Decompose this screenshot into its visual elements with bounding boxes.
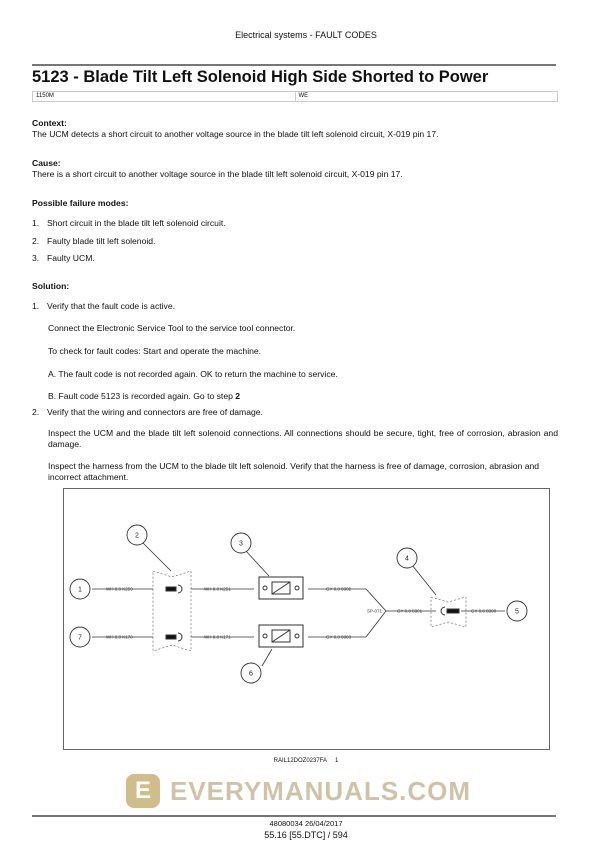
wires <box>92 586 505 637</box>
figure-id: RAIL12DOZ0237FA <box>273 758 328 764</box>
step-number: 1. <box>32 301 40 311</box>
callout-6: 6 <box>249 670 253 678</box>
item-text: Faulty UCM. <box>47 253 95 263</box>
wiring-diagram <box>63 488 550 750</box>
failure-item <box>32 218 558 229</box>
cause-text: There is a short circuit to another voltage source in the blade tilt left solenoid circuit, X-019 pin 17. <box>32 169 403 179</box>
item-text: Short circuit in the blade tilt left solenoid circuit. <box>47 218 226 228</box>
outcome-a: A. The fault code is not recorded again. OK to return the machine to service. <box>48 369 338 379</box>
instruction: Inspect the UCM and the blade tilt left solenoid connections. All connections should be secure, tight, free of corrosion, abrasion and damage. <box>48 428 558 449</box>
item-text: Faulty blade tilt left solenoid. <box>47 236 156 246</box>
solenoid-3 <box>259 577 303 599</box>
callouts <box>70 525 527 683</box>
connector-2 <box>153 571 191 651</box>
instruction: Connect the Electronic Service Tool to the service tool connector. <box>48 323 296 333</box>
wire-label: GY 0.8 8300 <box>471 608 497 614</box>
failure-item <box>32 253 558 264</box>
wire-label: GY 0.8 8303 <box>326 634 352 640</box>
splice-label: SP-071 <box>367 608 383 614</box>
solenoid-6 <box>259 625 303 647</box>
cause-heading: Cause: <box>32 158 61 168</box>
callout-7: 7 <box>78 634 82 642</box>
step-1 <box>32 301 558 312</box>
context-text: The UCM detects a short circuit to another voltage source in the blade tilt left solenoid circuit, X-019 pin 17. <box>32 129 439 139</box>
figure-caption <box>0 758 612 764</box>
watermark-logo: E <box>126 774 160 808</box>
region-cell: WE <box>295 92 558 101</box>
wire-label: WH 0.8 K251 <box>204 586 231 592</box>
page-title: 5123 - Blade Tilt Left Solenoid High Side Shorted to Power <box>32 68 489 86</box>
wire-label: WH 0.8 K170 <box>106 634 133 640</box>
instruction: Inspect the harness from the UCM to the blade tilt left solenoid. Verify that the harness is free of damage, corrosion, abrasion and incorrect attachment. <box>48 461 540 482</box>
footer-page: 55.16 [55.DTC] / 594 <box>264 830 348 840</box>
figure-number: 1 <box>335 758 339 764</box>
running-header: Electrical systems - FAULT CODES <box>235 30 377 40</box>
item-number: 1. <box>32 218 40 228</box>
step-link[interactable]: 2 <box>235 391 241 401</box>
failure-heading: Possible failure modes: <box>32 198 129 208</box>
outcome-b <box>48 391 558 402</box>
model-cell: 1150M <box>36 93 54 99</box>
callout-3: 3 <box>239 540 243 548</box>
watermark: EVERYMANUALS.COM <box>170 776 472 806</box>
divider <box>32 815 556 817</box>
callout-5: 5 <box>515 608 519 616</box>
instruction: To check for fault codes: Start and operate the machine. <box>48 346 262 356</box>
wire-label: WH 0.8 K250 <box>106 586 133 592</box>
failure-item <box>32 236 558 247</box>
item-number: 3. <box>32 253 40 263</box>
callout-2: 2 <box>135 532 139 540</box>
callout-1: 1 <box>78 586 82 594</box>
item-number: 2. <box>32 236 40 246</box>
wire-label: WH 0.8 K171 <box>204 634 231 640</box>
context-heading: Context: <box>32 118 67 128</box>
outcome-text: B. Fault code 5123 is recorded again. Go to step <box>48 391 236 401</box>
step-2 <box>32 407 558 418</box>
connector-4 <box>431 597 466 627</box>
applicability-row <box>32 91 558 102</box>
divider <box>32 64 556 66</box>
wire-label: GY 0.8 8302 <box>326 586 352 592</box>
step-number: 2. <box>32 407 40 417</box>
wiring-schematic <box>64 489 549 749</box>
step-text: Verify that the wiring and connectors are free of damage. <box>47 407 263 417</box>
wire-label: GY 0.8 8301 <box>397 608 423 614</box>
footer-doc: 48080034 26/04/2017 <box>269 819 343 828</box>
callout-4: 4 <box>405 555 409 563</box>
solution-heading: Solution: <box>32 281 70 291</box>
step-text: Verify that the fault code is active. <box>47 301 176 311</box>
